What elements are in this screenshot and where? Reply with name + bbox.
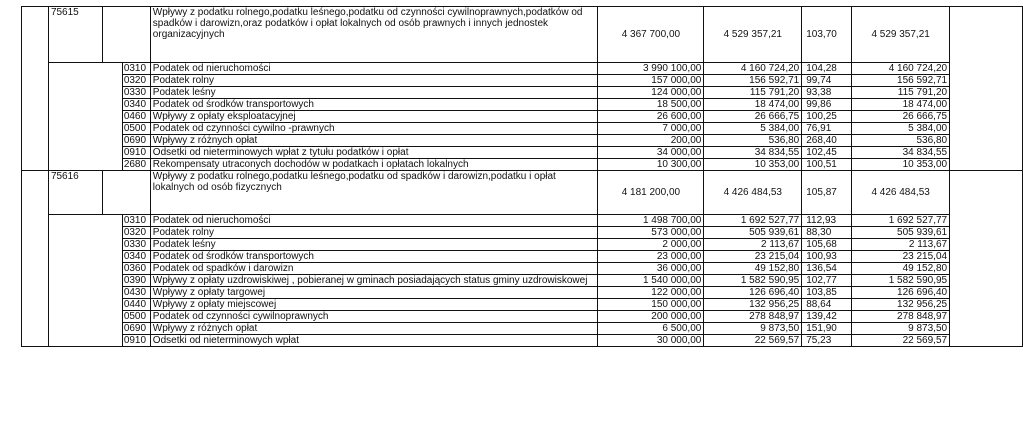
- item-code: 0320: [122, 75, 150, 87]
- item-total: 4 160 724,20: [852, 63, 950, 75]
- item-plan: 10 300,00: [598, 159, 704, 171]
- item-executed: 18 474,00: [704, 99, 802, 111]
- table-row: [22, 227, 1023, 239]
- item-name: Podatek leśny: [150, 87, 598, 99]
- item-total: 23 215,04: [852, 251, 950, 263]
- item-name: Podatek leśny: [150, 239, 598, 251]
- item-name: Podatek od środków transportowych: [150, 251, 598, 263]
- item-name: Wpływy z różnych opłat: [150, 323, 598, 335]
- item-code: 0910: [122, 335, 150, 347]
- item-percent: 268,40: [802, 135, 852, 147]
- group-spacer: [102, 7, 150, 63]
- item-executed: 126 696,40: [704, 287, 802, 299]
- group-executed: 4 529 357,21: [704, 7, 802, 63]
- item-plan: 30 000,00: [598, 335, 704, 347]
- item-executed: 115 791,20: [704, 87, 802, 99]
- item-percent: 88,64: [802, 299, 852, 311]
- item-plan: 2 000,00: [598, 239, 704, 251]
- item-executed: 23 215,04: [704, 251, 802, 263]
- item-total: 10 353,00: [852, 159, 950, 171]
- item-executed: 1 582 590,95: [704, 275, 802, 287]
- group-plan: 4 181 200,00: [598, 171, 704, 215]
- item-plan: 573 000,00: [598, 227, 704, 239]
- table-row: [22, 335, 1023, 347]
- item-executed: 10 353,00: [704, 159, 802, 171]
- item-total: 115 791,20: [852, 87, 950, 99]
- group-total: 4 426 484,53: [852, 171, 950, 215]
- item-total: 505 939,61: [852, 227, 950, 239]
- item-total: 1 582 590,95: [852, 275, 950, 287]
- item-code: 0910: [122, 147, 150, 159]
- group-description: Wpływy z podatku rolnego,podatku leśnego,podatku od czynności cywilnoprawnych,podatków od spadków i darowizn,oraz podatków i opłat lokalnych od osób prawnych i innych jednostek organizacyjnych: [150, 7, 598, 63]
- item-plan: 7 000,00: [598, 123, 704, 135]
- item-name: Podatek rolny: [150, 75, 598, 87]
- group-row: [22, 171, 1023, 215]
- item-name: Podatek rolny: [150, 227, 598, 239]
- item-executed: 536,80: [704, 135, 802, 147]
- item-percent: 139,42: [802, 311, 852, 323]
- item-name: Podatek od czynności cywilnoprawnych: [150, 311, 598, 323]
- item-code: 0330: [122, 87, 150, 99]
- group-description: Wpływy z podatku rolnego,podatku leśnego,podatku od spadków i darowizn,podatku i opłat lokalnych od osób fizycznych: [150, 171, 598, 215]
- item-plan: 122 000,00: [598, 287, 704, 299]
- table-row: [22, 159, 1023, 171]
- group-code: 75615: [48, 7, 102, 63]
- table-row: [22, 99, 1023, 111]
- item-total: 132 956,25: [852, 299, 950, 311]
- item-executed: 156 592,71: [704, 75, 802, 87]
- item-total: 9 873,50: [852, 323, 950, 335]
- item-code: 0330: [122, 239, 150, 251]
- item-executed: 1 692 527,77: [704, 215, 802, 227]
- item-plan: 200,00: [598, 135, 704, 147]
- item-code: 0440: [122, 299, 150, 311]
- item-executed: 4 160 724,20: [704, 63, 802, 75]
- item-percent: 112,93: [802, 215, 852, 227]
- item-code: 0340: [122, 251, 150, 263]
- item-plan: 124 000,00: [598, 87, 704, 99]
- item-plan: 3 990 100,00: [598, 63, 704, 75]
- item-plan: 6 500,00: [598, 323, 704, 335]
- table-row: [22, 87, 1023, 99]
- item-percent: 75,23: [802, 335, 852, 347]
- table-row: [22, 75, 1023, 87]
- group-percent: 103,70: [802, 7, 852, 63]
- item-executed: 505 939,61: [704, 227, 802, 239]
- item-executed: 49 152,80: [704, 263, 802, 275]
- item-code: 0310: [122, 215, 150, 227]
- group-total: 4 529 357,21: [852, 7, 950, 63]
- item-percent: 100,25: [802, 111, 852, 123]
- item-executed: 5 384,00: [704, 123, 802, 135]
- group-percent: 105,87: [802, 171, 852, 215]
- item-code: 0500: [122, 311, 150, 323]
- margin-cell: [22, 7, 49, 171]
- budget-income-table: [21, 6, 1023, 347]
- item-executed: 22 569,57: [704, 335, 802, 347]
- group-code: 75616: [48, 171, 102, 215]
- item-name: Podatek od spadków i darowizn: [150, 263, 598, 275]
- item-code: 0310: [122, 63, 150, 75]
- item-code: 0460: [122, 111, 150, 123]
- item-total: 536,80: [852, 135, 950, 147]
- item-percent: 104,28: [802, 63, 852, 75]
- table-row: [22, 147, 1023, 159]
- group-row: [22, 7, 1023, 63]
- item-percent: 93,38: [802, 87, 852, 99]
- item-plan: 1 540 000,00: [598, 275, 704, 287]
- item-percent: 88,30: [802, 227, 852, 239]
- group-executed: 4 426 484,53: [704, 171, 802, 215]
- item-code: 0360: [122, 263, 150, 275]
- table-row: [22, 239, 1023, 251]
- item-name: Wpływy z opłaty uzdrowiskiwej , pobieranej w gminach posiadających status gminy uzdrowiskowej: [150, 275, 598, 287]
- item-percent: 100,51: [802, 159, 852, 171]
- item-total: 1 692 527,77: [852, 215, 950, 227]
- item-name: Podatek od nieruchomości: [150, 215, 598, 227]
- group-notes: [950, 171, 1023, 347]
- group-notes: [950, 7, 1023, 171]
- item-name: Wpływy z opłaty targowej: [150, 287, 598, 299]
- item-name: Wpływy z różnych opłat: [150, 135, 598, 147]
- item-plan: 18 500,00: [598, 99, 704, 111]
- item-total: 34 834,55: [852, 147, 950, 159]
- indent-cell: [48, 63, 122, 171]
- item-plan: 36 000,00: [598, 263, 704, 275]
- item-name: Odsetki od nieterminowych wpłat: [150, 335, 598, 347]
- table-row: [22, 215, 1023, 227]
- item-code: 0430: [122, 287, 150, 299]
- table-row: [22, 135, 1023, 147]
- group-spacer: [102, 171, 150, 215]
- table-row: [22, 251, 1023, 263]
- item-name: Podatek od środków transportowych: [150, 99, 598, 111]
- item-percent: 102,45: [802, 147, 852, 159]
- item-total: 18 474,00: [852, 99, 950, 111]
- item-plan: 34 000,00: [598, 147, 704, 159]
- indent-cell: [48, 215, 122, 347]
- table-row: [22, 123, 1023, 135]
- item-percent: 100,93: [802, 251, 852, 263]
- item-executed: 26 666,75: [704, 111, 802, 123]
- item-total: 126 696,40: [852, 287, 950, 299]
- margin-cell: [22, 171, 49, 347]
- table-row: [22, 63, 1023, 75]
- item-percent: 136,54: [802, 263, 852, 275]
- item-total: 2 113,67: [852, 239, 950, 251]
- item-name: Wpływy z opłaty miejscowej: [150, 299, 598, 311]
- table-row: [22, 275, 1023, 287]
- item-code: 0390: [122, 275, 150, 287]
- item-executed: 34 834,55: [704, 147, 802, 159]
- item-name: Podatek od nieruchomości: [150, 63, 598, 75]
- item-total: 22 569,57: [852, 335, 950, 347]
- item-plan: 26 600,00: [598, 111, 704, 123]
- item-percent: 99,74: [802, 75, 852, 87]
- item-total: 278 848,97: [852, 311, 950, 323]
- table-row: [22, 287, 1023, 299]
- item-name: Wpływy z opłaty eksploatacyjnej: [150, 111, 598, 123]
- table-row: [22, 323, 1023, 335]
- item-percent: 105,68: [802, 239, 852, 251]
- table-row: [22, 263, 1023, 275]
- item-total: 26 666,75: [852, 111, 950, 123]
- item-executed: 9 873,50: [704, 323, 802, 335]
- item-code: 0690: [122, 323, 150, 335]
- item-code: 0320: [122, 227, 150, 239]
- item-executed: 278 848,97: [704, 311, 802, 323]
- item-total: 156 592,71: [852, 75, 950, 87]
- item-plan: 1 498 700,00: [598, 215, 704, 227]
- item-percent: 151,90: [802, 323, 852, 335]
- item-executed: 2 113,67: [704, 239, 802, 251]
- item-code: 0500: [122, 123, 150, 135]
- item-total: 5 384,00: [852, 123, 950, 135]
- item-total: 49 152,80: [852, 263, 950, 275]
- group-plan: 4 367 700,00: [598, 7, 704, 63]
- item-percent: 76,91: [802, 123, 852, 135]
- item-percent: 99,86: [802, 99, 852, 111]
- item-name: Odsetki od nieterminowych wpłat z tytułu podatków i opłat: [150, 147, 598, 159]
- item-percent: 103,85: [802, 287, 852, 299]
- item-code: 0690: [122, 135, 150, 147]
- item-name: Podatek od czynności cywilno -prawnych: [150, 123, 598, 135]
- item-plan: 150 000,00: [598, 299, 704, 311]
- table-row: [22, 311, 1023, 323]
- item-executed: 132 956,25: [704, 299, 802, 311]
- table-row: [22, 299, 1023, 311]
- item-code: 2680: [122, 159, 150, 171]
- item-code: 0340: [122, 99, 150, 111]
- item-plan: 23 000,00: [598, 251, 704, 263]
- table-row: [22, 111, 1023, 123]
- item-plan: 157 000,00: [598, 75, 704, 87]
- item-plan: 200 000,00: [598, 311, 704, 323]
- item-name: Rekompensaty utraconych dochodów w podatkach i opłatach lokalnych: [150, 159, 598, 171]
- item-percent: 102,77: [802, 275, 852, 287]
